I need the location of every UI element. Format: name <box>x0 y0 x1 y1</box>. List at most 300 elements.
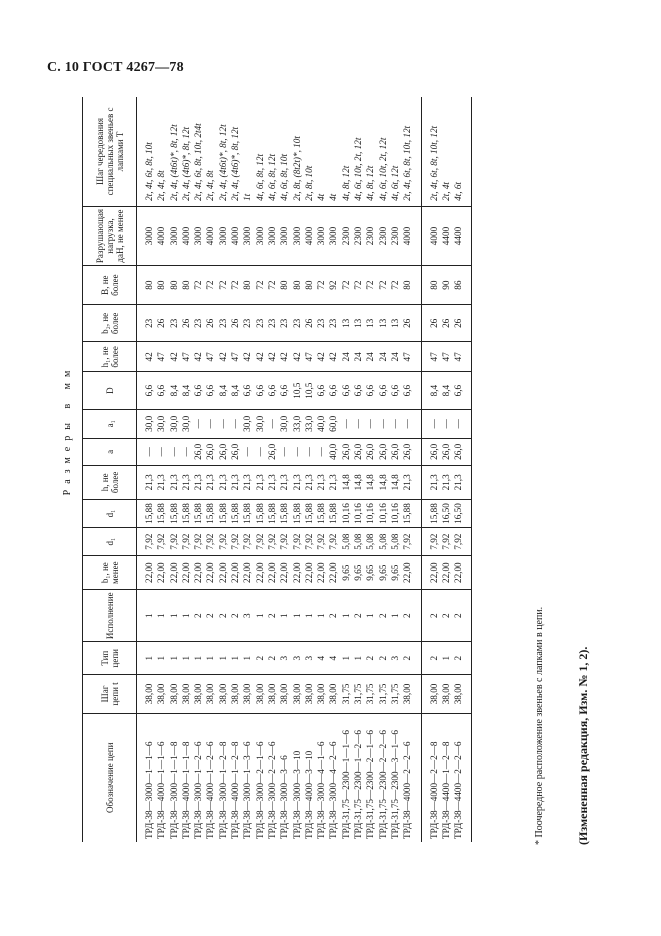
value-cell: 80 <box>401 266 413 305</box>
value-cell: 40,0 <box>315 410 327 438</box>
link-spacing-cell: 4t, 6t, 8t, 10t <box>278 97 290 206</box>
value-cell: 42 <box>291 342 303 372</box>
value-cell: 3 <box>389 642 401 675</box>
value-cell: 1 <box>254 590 266 642</box>
rotated-table-area <box>60 97 600 845</box>
value-cell: — <box>377 410 389 438</box>
column-header: Исполнение <box>83 590 137 642</box>
value-cell: 1 <box>192 642 204 675</box>
value-cell: 42 <box>192 342 204 372</box>
table-row <box>303 97 315 842</box>
value-cell: 2 <box>204 590 216 642</box>
value-cell: 24 <box>340 342 352 372</box>
value-cell: 72 <box>217 266 229 305</box>
value-cell: 47 <box>452 342 464 372</box>
table-row <box>180 97 192 842</box>
value-cell: 6,6 <box>192 372 204 410</box>
value-cell: 26 <box>303 305 315 342</box>
value-cell: 14,8 <box>340 466 352 500</box>
value-cell: — <box>278 438 290 466</box>
value-cell: 14,8 <box>389 466 401 500</box>
value-cell: 14,8 <box>377 466 389 500</box>
value-cell: 38,00 <box>180 675 192 713</box>
value-cell: 7,92 <box>204 528 216 556</box>
column-header: Шаг цепи t <box>83 675 137 713</box>
value-cell: 15,88 <box>303 499 315 528</box>
value-cell: 4000 <box>204 206 216 265</box>
link-spacing-cell: 2t, 4t, (4t6t)*, 8t, 12t <box>217 97 229 206</box>
table-row <box>340 97 352 842</box>
value-cell: 38,00 <box>278 675 290 713</box>
value-cell: 38,00 <box>327 675 339 713</box>
value-cell: 4400 <box>452 206 464 265</box>
column-header: d₁ <box>83 499 137 528</box>
value-cell: 3 <box>278 642 290 675</box>
spacer-cell <box>464 305 472 342</box>
value-cell: 26,0 <box>229 438 241 466</box>
value-cell: 5,08 <box>377 528 389 556</box>
value-cell: 26 <box>204 305 216 342</box>
value-cell: 3000 <box>143 206 155 265</box>
table-row <box>168 97 180 842</box>
column-header: Обозначение цепи <box>83 713 137 842</box>
value-cell: 6,6 <box>143 372 155 410</box>
value-cell: 21,3 <box>204 466 216 500</box>
value-cell: 23 <box>241 305 253 342</box>
value-cell: 15,88 <box>143 499 155 528</box>
link-spacing-cell: 4t, 6t, 8t, 12t <box>254 97 266 206</box>
value-cell: 15,88 <box>266 499 278 528</box>
chain-designation-cell: ТРД-38—4000—1—1—6 <box>156 741 167 839</box>
value-cell: 22,00 <box>452 555 464 590</box>
value-cell: 16,50 <box>440 499 452 528</box>
value-cell: — <box>229 410 241 438</box>
value-cell: 26 <box>155 305 167 342</box>
value-cell: 38,00 <box>143 675 155 713</box>
link-spacing-cell: 4t, 6t, 12t <box>389 97 401 206</box>
value-cell: 72 <box>204 266 216 305</box>
value-cell: — <box>254 438 266 466</box>
value-cell: 13 <box>340 305 352 342</box>
value-cell: 22,00 <box>327 555 339 590</box>
value-cell: 23 <box>192 305 204 342</box>
value-cell: 3000 <box>254 206 266 265</box>
value-cell: 14,8 <box>364 466 376 500</box>
value-cell: 4000 <box>180 206 192 265</box>
value-cell: 1 <box>389 590 401 642</box>
value-cell: 6,6 <box>401 372 413 410</box>
value-cell: 1 <box>143 590 155 642</box>
spacer-row <box>464 97 472 842</box>
value-cell: 15,88 <box>401 499 413 528</box>
value-cell: 26 <box>428 305 440 342</box>
column-header: a₁ <box>83 410 137 438</box>
value-cell: 15,88 <box>168 499 180 528</box>
value-cell: 42 <box>241 342 253 372</box>
value-cell: 7,92 <box>180 528 192 556</box>
value-cell: — <box>452 410 464 438</box>
value-cell: 23 <box>168 305 180 342</box>
link-spacing-cell: 2t, 4t, 6t, 8t, 10t <box>143 97 155 206</box>
link-spacing-cell: 1t <box>241 97 253 206</box>
column-header: b₁, не менее <box>83 555 137 590</box>
value-cell: 15,88 <box>315 499 327 528</box>
value-cell: 42 <box>143 342 155 372</box>
value-cell: 30,0 <box>155 410 167 438</box>
value-cell: 72 <box>229 266 241 305</box>
value-cell: 33,0 <box>291 410 303 438</box>
table-row <box>266 97 278 842</box>
value-cell: 23 <box>217 305 229 342</box>
value-cell: — <box>217 410 229 438</box>
table-row <box>315 97 327 842</box>
spacer-cell <box>464 438 472 466</box>
value-cell: 42 <box>266 342 278 372</box>
value-cell: 15,88 <box>278 499 290 528</box>
value-cell: 80 <box>428 266 440 305</box>
value-cell: 1 <box>204 642 216 675</box>
value-cell: 21,3 <box>291 466 303 500</box>
link-spacing-cell: 4t, 6t, 10t, 2t, 12t <box>352 97 364 206</box>
value-cell: 30,0 <box>254 410 266 438</box>
chain-designation-cell: ТРД-38—3000—3—10 <box>291 750 302 839</box>
value-cell: 72 <box>315 266 327 305</box>
value-cell: 2300 <box>377 206 389 265</box>
value-cell: 3 <box>303 642 315 675</box>
value-cell: 47 <box>401 342 413 372</box>
spacer-row <box>414 97 422 842</box>
value-cell: — <box>389 410 401 438</box>
table-row <box>229 97 241 842</box>
value-cell: 1 <box>291 590 303 642</box>
value-cell: 30,0 <box>278 410 290 438</box>
value-cell: — <box>315 438 327 466</box>
value-cell: 1 <box>303 590 315 642</box>
value-cell: 2 <box>428 642 440 675</box>
value-cell: 21,3 <box>440 466 452 500</box>
spacer-cell <box>414 642 422 675</box>
link-spacing-cell: 2t, 4t, 6t, 8t, 10t, 2t4t <box>192 97 204 206</box>
value-cell: 2 <box>452 642 464 675</box>
spacer-cell <box>464 97 472 206</box>
link-spacing-cell: 2t, 8t, (8t2t)*, 10t <box>291 97 303 206</box>
value-cell: 7,92 <box>327 528 339 556</box>
value-cell: 15,88 <box>217 499 229 528</box>
spacer-cell <box>414 555 422 590</box>
value-cell: 1 <box>440 642 452 675</box>
table-row <box>428 97 440 842</box>
value-cell: 4400 <box>440 206 452 265</box>
value-cell: 22,00 <box>217 555 229 590</box>
value-cell: 23 <box>291 305 303 342</box>
value-cell: 7,92 <box>315 528 327 556</box>
value-cell: 13 <box>352 305 364 342</box>
value-cell: 26 <box>180 305 192 342</box>
chain-designation-cell: ТРД-38—3000—1—1—6 <box>144 741 154 839</box>
value-cell: — <box>241 438 253 466</box>
value-cell: 8,4 <box>217 372 229 410</box>
link-spacing-cell: 2t, 4t, (4t6)*, 8t, 12t <box>180 97 192 206</box>
value-cell: 10,16 <box>340 499 352 528</box>
value-cell: 80 <box>278 266 290 305</box>
value-cell: 1 <box>241 642 253 675</box>
chain-designation-cell: ТРД-38—4000—2—2—6 <box>402 741 413 839</box>
value-cell: 15,88 <box>229 499 241 528</box>
value-cell: 21,3 <box>241 466 253 500</box>
column-header: a <box>83 438 137 466</box>
value-cell: 1 <box>340 642 352 675</box>
value-cell: 42 <box>278 342 290 372</box>
value-cell: 47 <box>440 342 452 372</box>
spacer-cell <box>414 713 422 842</box>
value-cell: 7,92 <box>168 528 180 556</box>
chain-designation-cell: ТРД-38—3000—4—1—6 <box>316 741 327 839</box>
value-cell: 2 <box>364 642 376 675</box>
value-cell: 3000 <box>168 206 180 265</box>
column-header: Тип цепи <box>83 642 137 675</box>
value-cell: 26,0 <box>352 438 364 466</box>
value-cell: 22,00 <box>143 555 155 590</box>
table-row <box>401 97 413 842</box>
spacer-cell <box>464 528 472 556</box>
value-cell: 15,88 <box>291 499 303 528</box>
spacer-cell <box>464 590 472 642</box>
value-cell: 42 <box>327 342 339 372</box>
link-spacing-cell: 4t, 6t, 8t, 12t <box>266 97 278 206</box>
spacer-cell <box>414 206 422 265</box>
value-cell: 33,0 <box>303 410 315 438</box>
link-spacing-cell: 4t <box>315 97 327 206</box>
value-cell: 47 <box>303 342 315 372</box>
table-row <box>155 97 167 842</box>
value-cell: 21,3 <box>401 466 413 500</box>
value-cell: 13 <box>364 305 376 342</box>
value-cell: 47 <box>428 342 440 372</box>
value-cell: 72 <box>340 266 352 305</box>
value-cell: 2 <box>229 590 241 642</box>
table-caption: Размеры в мм <box>62 364 73 496</box>
link-spacing-cell: 2t, 4t, 8t <box>155 97 167 206</box>
link-spacing-cell: 4t, 8t, 12t <box>340 97 352 206</box>
value-cell: 26 <box>229 305 241 342</box>
spacer-cell <box>414 97 422 206</box>
spacer-cell <box>414 528 422 556</box>
value-cell: 7,92 <box>241 528 253 556</box>
value-cell: 7,92 <box>428 528 440 556</box>
value-cell: 7,92 <box>155 528 167 556</box>
value-cell: 30,0 <box>168 410 180 438</box>
value-cell: 72 <box>254 266 266 305</box>
value-cell: 86 <box>452 266 464 305</box>
spacer-cell <box>414 499 422 528</box>
value-cell: 3000 <box>241 206 253 265</box>
value-cell: 42 <box>315 342 327 372</box>
chain-designation-cell: ТРД-31,75—2300—1—1—6 <box>340 730 351 839</box>
link-spacing-cell: 4t, 6t, 10t, 2t, 12t <box>377 97 389 206</box>
value-cell: — <box>340 410 352 438</box>
value-cell: 38,00 <box>315 675 327 713</box>
value-cell: 22,00 <box>192 555 204 590</box>
value-cell: 31,75 <box>377 675 389 713</box>
table-row <box>217 97 229 842</box>
value-cell: 7,92 <box>440 528 452 556</box>
chain-designation-cell: ТРД-38—4000—1—1—8 <box>180 741 191 839</box>
column-header: h, не более <box>83 466 137 500</box>
value-cell: 3000 <box>315 206 327 265</box>
value-cell: 47 <box>155 342 167 372</box>
value-cell: 9,65 <box>364 555 376 590</box>
value-cell: 2 <box>401 590 413 642</box>
chain-designation-cell: ТРД-31,75—2300—2—2—6 <box>377 730 388 839</box>
value-cell: 38,00 <box>254 675 266 713</box>
value-cell: 2 <box>428 590 440 642</box>
value-cell: 80 <box>291 266 303 305</box>
value-cell: 26,0 <box>452 438 464 466</box>
value-cell: 23 <box>143 305 155 342</box>
value-cell: 22,00 <box>278 555 290 590</box>
chain-designation-cell: ТРД-31,75—2300—3—1—6 <box>389 730 400 839</box>
value-cell: 21,3 <box>452 466 464 500</box>
value-cell: 21,3 <box>303 466 315 500</box>
value-cell: 72 <box>266 266 278 305</box>
chain-designation-cell: ТРД-38—4400—1—2—8 <box>440 741 451 839</box>
value-cell: — <box>291 438 303 466</box>
value-cell: 80 <box>180 266 192 305</box>
value-cell: 7,92 <box>452 528 464 556</box>
link-spacing-cell: 2t, 4t, (4t6)*, 8t, 12t <box>229 97 241 206</box>
chain-designation-cell: ТРД-38—3000—1—1—8 <box>168 741 179 839</box>
value-cell: 7,92 <box>143 528 155 556</box>
value-cell: 3000 <box>266 206 278 265</box>
value-cell: 22,00 <box>204 555 216 590</box>
value-cell: 22,00 <box>254 555 266 590</box>
amendment-note: (Измененная редакция, Изм. № 1, 2). <box>576 646 590 845</box>
value-cell: — <box>364 410 376 438</box>
chain-designation-cell: ТРД-38—4000—1—2—8 <box>230 741 241 839</box>
value-cell: 7,92 <box>291 528 303 556</box>
value-cell: 9,65 <box>340 555 352 590</box>
spacer-cell <box>414 305 422 342</box>
value-cell: 22,00 <box>241 555 253 590</box>
table-row <box>452 97 464 842</box>
value-cell: 31,75 <box>389 675 401 713</box>
value-cell: 31,75 <box>364 675 376 713</box>
value-cell: 7,92 <box>278 528 290 556</box>
value-cell: 9,65 <box>352 555 364 590</box>
spacer-cell <box>414 266 422 305</box>
column-header: B, не более <box>83 266 137 305</box>
value-cell: 24 <box>364 342 376 372</box>
value-cell: 22,00 <box>155 555 167 590</box>
table-row <box>389 97 401 842</box>
value-cell: 10,16 <box>352 499 364 528</box>
value-cell: 1 <box>155 590 167 642</box>
value-cell: 38,00 <box>401 675 413 713</box>
value-cell: 4000 <box>401 206 413 265</box>
value-cell: 8,4 <box>440 372 452 410</box>
value-cell: 6,6 <box>254 372 266 410</box>
spacer-cell <box>464 555 472 590</box>
value-cell: 21,3 <box>327 466 339 500</box>
value-cell: 22,00 <box>180 555 192 590</box>
value-cell: 3000 <box>192 206 204 265</box>
value-cell: 2300 <box>364 206 376 265</box>
value-cell: 3000 <box>291 206 303 265</box>
value-cell: — <box>352 410 364 438</box>
spacer-cell <box>414 410 422 438</box>
value-cell: 24 <box>377 342 389 372</box>
value-cell: 1 <box>229 642 241 675</box>
chain-spec-table <box>82 97 472 842</box>
page-title: С. 10 ГОСТ 4267—78 <box>47 60 184 75</box>
value-cell: 1 <box>315 590 327 642</box>
value-cell: 38,00 <box>440 675 452 713</box>
table-row <box>192 97 204 842</box>
value-cell: 15,88 <box>204 499 216 528</box>
value-cell: 6,6 <box>352 372 364 410</box>
value-cell: 22,00 <box>291 555 303 590</box>
table-row <box>364 97 376 842</box>
value-cell: 6,6 <box>204 372 216 410</box>
value-cell: 1 <box>364 590 376 642</box>
value-cell: 22,00 <box>303 555 315 590</box>
value-cell: 21,3 <box>315 466 327 500</box>
value-cell: 22,00 <box>401 555 413 590</box>
value-cell: 38,00 <box>229 675 241 713</box>
value-cell: — <box>401 410 413 438</box>
value-cell: 22,00 <box>266 555 278 590</box>
value-cell: 26,0 <box>192 438 204 466</box>
value-cell: 15,88 <box>155 499 167 528</box>
value-cell: — <box>428 410 440 438</box>
table-row <box>327 97 339 842</box>
value-cell: 6,6 <box>452 372 464 410</box>
link-spacing-cell: 2t, 4t <box>440 97 452 206</box>
column-header: b₂, не более <box>83 305 137 342</box>
table-header-row <box>83 97 137 842</box>
value-cell: 1 <box>168 590 180 642</box>
value-cell: 15,88 <box>241 499 253 528</box>
value-cell: 38,00 <box>452 675 464 713</box>
spacer-cell <box>464 372 472 410</box>
value-cell: 1 <box>168 642 180 675</box>
value-cell: 26 <box>401 305 413 342</box>
value-cell: 31,75 <box>352 675 364 713</box>
value-cell: 72 <box>389 266 401 305</box>
spacer-cell <box>414 466 422 500</box>
value-cell: 38,00 <box>428 675 440 713</box>
value-cell: 24 <box>389 342 401 372</box>
value-cell: 2 <box>327 590 339 642</box>
value-cell: 26 <box>452 305 464 342</box>
value-cell: 23 <box>254 305 266 342</box>
spacer-cell <box>464 499 472 528</box>
link-spacing-cell: 2t, 4t, 6t, 8t, 10t, 12t <box>401 97 413 206</box>
chain-designation-cell: ТРД-38—3000—1—3—6 <box>242 741 253 839</box>
value-cell: 5,08 <box>389 528 401 556</box>
value-cell: 10,16 <box>389 499 401 528</box>
value-cell: 7,92 <box>401 528 413 556</box>
table-row <box>241 97 253 842</box>
value-cell: 92 <box>327 266 339 305</box>
column-header: h₁, не более <box>83 342 137 372</box>
value-cell: 26,0 <box>428 438 440 466</box>
value-cell: 6,6 <box>340 372 352 410</box>
column-header: D <box>83 372 137 410</box>
value-cell: 2300 <box>340 206 352 265</box>
value-cell: 2 <box>377 590 389 642</box>
value-cell: 1 <box>155 642 167 675</box>
